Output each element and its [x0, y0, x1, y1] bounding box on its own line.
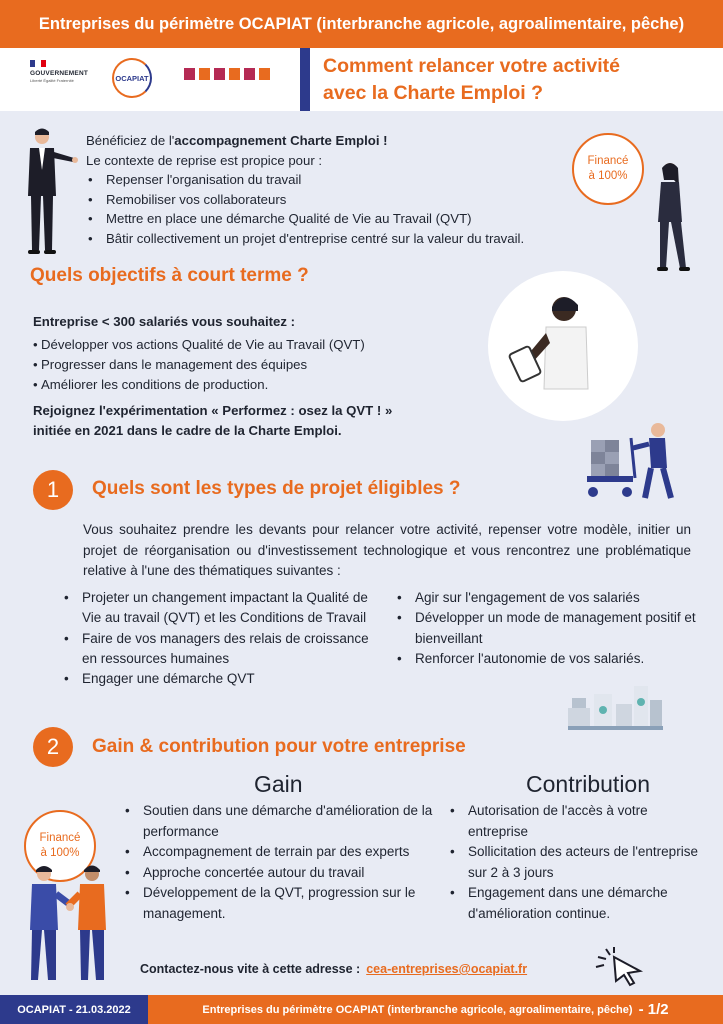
- list-item: • Renforcer l'autonomie de vos salariés.: [395, 649, 705, 669]
- contact-label: Contactez-nous vite à cette adresse :: [140, 962, 361, 976]
- government-motto: Liberté Égalité Fraternité: [30, 78, 74, 83]
- funded-badge-line1: Financé: [587, 155, 629, 167]
- list-item: • Sollicitation des acteurs de l'entreprise sur 2 à 3 jours: [448, 842, 698, 883]
- section2-title: Gain & contribution pour votre entreprise: [92, 736, 466, 757]
- cursor-click-icon: [592, 945, 648, 985]
- top-banner: [0, 0, 723, 48]
- footer: [0, 995, 723, 1024]
- list-item: • Engager une démarche QVT: [62, 669, 377, 689]
- footer-date: [0, 995, 148, 1024]
- list-item: • Soutien dans une démarche d'amélioration de la performance: [123, 801, 433, 842]
- objectives-section: [33, 312, 483, 441]
- list-item: • Progresser dans le management des équipes: [33, 355, 483, 375]
- list-item: • Bâtir collectivement un projet d'entreprise centré sur la valeur du travail.: [86, 229, 646, 249]
- list-item: • Projeter un changement impactant la Qualité de Vie au travail (QVT) et les Conditions de Travail: [62, 588, 377, 629]
- wheat-icon: [199, 68, 210, 80]
- gain-list: [123, 801, 433, 924]
- objectives-title: Quels objectifs à court terme ?: [30, 265, 309, 286]
- list-item: • Remobiliser vos collaborateurs: [86, 190, 646, 210]
- handshake-illustration: [18, 860, 118, 988]
- funded-badge-line1: Financé: [39, 832, 81, 844]
- page-number: - 1/2: [638, 1001, 669, 1018]
- government-logo-text: GOUVERNEMENT: [30, 70, 89, 77]
- intro-lead: [86, 131, 646, 151]
- top-banner-text: Entreprises du périmètre OCAPIAT (interbranche agricole, agroalimentaire, pêche): [38, 14, 685, 33]
- intro-lead-bold: accompagnement Charte Emploi !: [174, 133, 388, 148]
- fish-icon: [244, 68, 255, 80]
- list-item: • Engagement dans une démarche d'amélioration continue.: [448, 883, 698, 924]
- footer-banner: [148, 995, 723, 1024]
- section1-number: 1: [46, 477, 60, 502]
- page-title: [323, 53, 713, 107]
- intro-list: [86, 170, 646, 248]
- worker-pushing-cart-illustration: [583, 418, 688, 503]
- woman-illustration: [648, 160, 698, 275]
- list-item: • Développement de la QVT, progression sur le management.: [123, 883, 433, 924]
- government-logo: [30, 60, 90, 100]
- contact-line: [140, 962, 527, 976]
- contact-email-link[interactable]: cea-entreprises@ocapiat.fr: [366, 962, 528, 976]
- intro-section: [86, 131, 646, 248]
- intro-context: Le contexte de reprise est propice pour :: [86, 152, 323, 168]
- list-item: • Développer vos actions Qualité de Vie au Travail (QVT): [33, 335, 483, 355]
- intro-lead-prefix: Bénéficiez de l': [86, 133, 175, 148]
- contribution-list: [448, 801, 698, 924]
- farm-icon: [184, 68, 195, 80]
- list-item: • Accompagnement de terrain par des experts: [123, 842, 433, 863]
- header: [0, 48, 723, 111]
- list-item: • Approche concertée autour du travail: [123, 863, 433, 884]
- list-item: • Mettre en place une démarche Qualité de Vie au Travail (QVT): [86, 209, 646, 229]
- objectives-join-line1: Rejoignez l'expérimentation « Performez : osez la QVT ! »: [33, 403, 393, 418]
- funded-badge-line2: à 100%: [40, 847, 80, 859]
- list-item: • Développer un mode de management positif et bienveillant: [395, 608, 705, 649]
- objectives-list: [33, 335, 483, 395]
- section1-number-badge: [33, 470, 73, 510]
- person-tablet-circle: [488, 271, 638, 421]
- section2-number-badge: [33, 727, 73, 767]
- header-separator: [300, 48, 310, 111]
- page-title-line2: avec la Charte Emploi ?: [323, 82, 543, 104]
- list-item: • Autorisation de l'accès à votre entreprise: [448, 801, 698, 842]
- factory-icon: [214, 68, 225, 80]
- ocapiat-logo: [112, 58, 152, 98]
- list-item: • Repenser l'organisation du travail: [86, 170, 646, 190]
- objectives-join-line2: initiée en 2021 dans le cadre de la Charte Emploi.: [33, 423, 342, 438]
- factory-machinery-illustration: [568, 680, 663, 730]
- funded-badge: [572, 133, 644, 205]
- gain-heading: Gain: [254, 771, 303, 797]
- footer-banner-text: Entreprises du périmètre OCAPIAT (interbranche agricole, agroalimentaire, pêche): [202, 1003, 633, 1016]
- list-item: • Agir sur l'engagement de vos salariés: [395, 588, 705, 608]
- french-flag-icon: [30, 60, 46, 67]
- barn-icon: [229, 68, 240, 80]
- page-title-line1: Comment relancer votre activité: [323, 55, 620, 77]
- sector-icons: [184, 68, 270, 80]
- tractor-icon: [259, 68, 270, 80]
- section1-title: Quels sont les types de projet éligibles ?: [92, 478, 461, 499]
- businessman-pointing-illustration: [18, 126, 78, 256]
- objectives-join: [33, 401, 483, 441]
- section1-paragraph: Vous souhaitez prendre les devants pour relancer votre activité, repenser votre modèle, initier un projet de réorganisation ou d'investissement technologique et vous rencontrez une problématique relative à l'une des thématiques suivantes :: [83, 522, 691, 578]
- contribution-heading: Contribution: [526, 771, 651, 797]
- person-with-tablet-illustration: [488, 271, 638, 421]
- list-item: • Faire de vos managers des relais de croissance en ressources humaines: [62, 629, 377, 670]
- list-item: • Améliorer les conditions de production.: [33, 375, 483, 395]
- ocapiat-logo-text: OCAPIAT: [115, 73, 149, 83]
- section1-left-list: [62, 588, 377, 689]
- section1-right-list: [395, 588, 705, 669]
- funded-badge-line2: à 100%: [588, 170, 628, 182]
- footer-date-text: OCAPIAT - 21.03.2022: [17, 1003, 131, 1016]
- objectives-heading: Entreprise < 300 salariés vous souhaitez :: [33, 314, 296, 329]
- section2-number: 2: [46, 734, 60, 759]
